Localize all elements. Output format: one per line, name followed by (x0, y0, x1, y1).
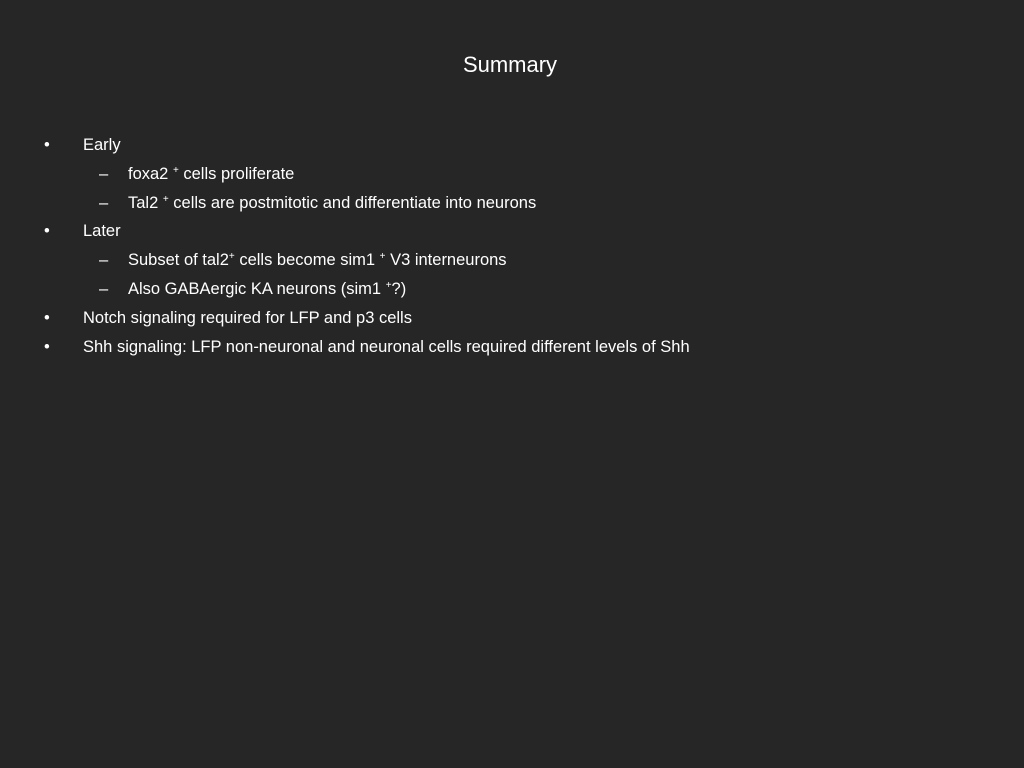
bullet-text: Shh signaling: LFP non-neuronal and neuronal cells required different levels of Shh (83, 337, 690, 356)
bullet-marker: • (44, 337, 50, 356)
bullet-item-early (0, 131, 1024, 160)
bullet-text: Early (83, 136, 121, 154)
sub-bullet-text (128, 275, 406, 304)
text-segment: Tal2 (128, 193, 163, 212)
superscript-plus: + (162, 193, 169, 205)
bullet-marker: • (44, 308, 50, 327)
sub-bullet-text (128, 189, 536, 218)
bullet-marker: • (44, 136, 50, 154)
text-segment: cells are postmitotic and differentiate into neurons (168, 193, 537, 212)
bullet-text: Notch signaling required for LFP and p3 cells (83, 308, 412, 327)
text-segment: Subset of tal2 (128, 251, 229, 270)
slide-title: Summary (462, 52, 558, 77)
bullet-item-notch (0, 304, 1024, 333)
dash-marker: – (99, 164, 109, 183)
sub-bullet-text (128, 246, 507, 275)
superscript-plus: + (385, 279, 392, 291)
bullet-item-shh (0, 333, 1024, 362)
superscript-plus: + (228, 251, 235, 263)
bullet-marker: • (44, 222, 50, 241)
text-segment: ?) (391, 279, 407, 298)
text-segment: V3 interneurons (385, 251, 507, 270)
superscript-plus: + (172, 164, 179, 176)
text-segment: cells proliferate (178, 164, 295, 183)
sub-bullet-item-tal2 (0, 189, 1024, 218)
dash-marker: – (99, 193, 109, 212)
sub-bullet-text (128, 160, 294, 189)
bullet-list (0, 131, 1024, 361)
sub-bullet-item-foxa2 (0, 160, 1024, 189)
dash-marker: – (99, 279, 109, 298)
bullet-item-later (0, 217, 1024, 246)
dash-marker: – (99, 251, 109, 270)
sub-bullet-item-subset-tal2 (0, 246, 1024, 275)
bullet-text: Later (83, 222, 121, 241)
text-segment: cells become sim1 (234, 251, 380, 270)
superscript-plus: + (379, 251, 386, 263)
text-segment: foxa2 (128, 164, 173, 183)
sub-bullet-item-gabaergic (0, 275, 1024, 304)
text-segment: Also GABAergic KA neurons (sim1 (128, 279, 386, 298)
